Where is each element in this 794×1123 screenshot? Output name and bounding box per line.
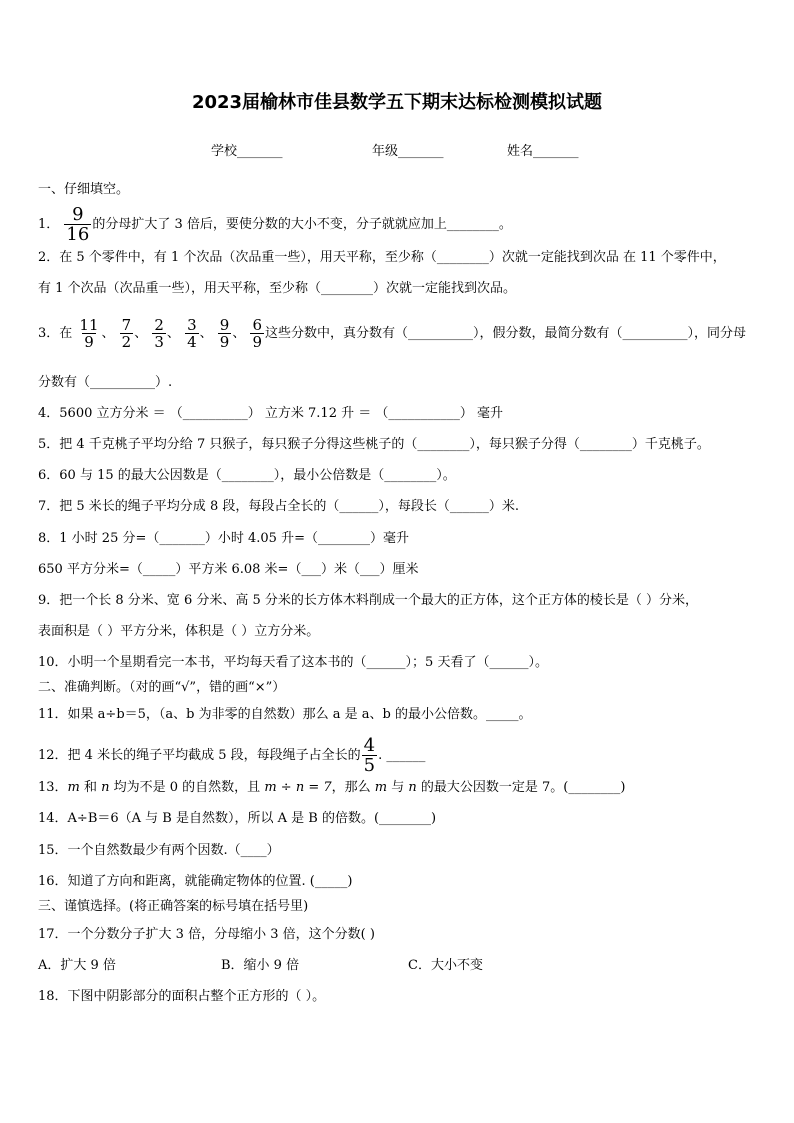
numerator: 9 bbox=[72, 204, 84, 225]
question-17: 17．一个分数分子扩大 3 倍，分母缩小 3 倍，这个分数( ) bbox=[38, 927, 375, 942]
separator: 、 bbox=[101, 326, 115, 341]
question-text: 12．把 4 米长的绳子平均截成 5 段，每段绳子占全长的 bbox=[38, 748, 361, 763]
page-title: 2023届榆林市佳县数学五下期末达标检测模拟试题 bbox=[191, 92, 603, 113]
denominator: 9 bbox=[84, 333, 94, 351]
option-b: B．缩小 9 倍 bbox=[221, 958, 300, 973]
fraction bbox=[120, 317, 134, 350]
question-18: 18．下图中阴影部分的面积占整个正方形的（ ）。 bbox=[38, 989, 326, 1004]
section-1-heading: 一、仔细填空。 bbox=[38, 182, 130, 197]
separator: 、 bbox=[166, 326, 180, 341]
variable-n: n bbox=[408, 780, 417, 795]
question-3-line-2: 分数有（__________）. bbox=[38, 375, 173, 390]
denominator: 3 bbox=[154, 333, 164, 351]
fraction bbox=[152, 317, 166, 350]
separator: 、 bbox=[232, 326, 246, 341]
school-field: 学校_______ bbox=[211, 144, 283, 159]
question-16: 16．知道了方向和距离，就能确定物体的位置. (_____) bbox=[38, 874, 353, 889]
question-text: 的分母扩大了 3 倍后，要使分数的大小不变，分子就就应加上________。 bbox=[92, 217, 512, 232]
text: 的最大公因数一定是 7。(________) bbox=[416, 780, 626, 795]
question-8-line-2: 650 平方分米=（_____）平方米 6.08 米=（___）米（___）厘米 bbox=[38, 562, 419, 577]
numerator: 3 bbox=[187, 316, 197, 334]
question-15: 15．一个自然数最少有两个因数.（____） bbox=[38, 843, 280, 858]
question-2-line-2: 有 1 个次品（次品重一些），用天平称，至少称（________）次就一定能找到次品。 bbox=[38, 281, 517, 296]
numerator: 11 bbox=[79, 316, 99, 334]
question-number: 1． bbox=[38, 217, 60, 232]
equation: m ÷ n = 7 bbox=[264, 780, 332, 795]
question-10: 10．小明一个星期看完一本书，平均每天看了这本书的（______）；5 天看了（______）。 bbox=[38, 655, 548, 670]
grade-field: 年级_______ bbox=[372, 144, 444, 159]
variable-m: m bbox=[374, 780, 388, 795]
numerator: 4 bbox=[363, 735, 376, 756]
numerator: 7 bbox=[121, 316, 132, 334]
text: 均为不是 0 的自然数，且 bbox=[109, 780, 265, 795]
question-7: 7．把 5 米长的绳子平均分成 8 段，每段占全长的（______），每段长（______）米. bbox=[38, 499, 519, 514]
question-4: 4．5600 立方分米 ＝ （__________） 立方米 7.12 升 ＝ （___________） 毫升 bbox=[38, 406, 503, 421]
name-field: 姓名_______ bbox=[507, 144, 579, 159]
denominator: 9 bbox=[252, 333, 263, 351]
question-13 bbox=[38, 779, 625, 797]
numerator: 6 bbox=[252, 316, 263, 334]
denominator: 5 bbox=[363, 755, 376, 776]
question-3 bbox=[38, 317, 746, 350]
separator: 、 bbox=[134, 326, 148, 341]
section-3-heading: 三、谨慎选择。(将正确答案的标号填在括号里) bbox=[38, 899, 309, 914]
question-number: 3．在 bbox=[38, 326, 73, 341]
denominator: 16 bbox=[66, 224, 90, 245]
fraction bbox=[250, 317, 264, 350]
option-a: A．扩大 9 倍 bbox=[38, 958, 116, 973]
question-1 bbox=[38, 205, 512, 244]
question-11: 11．如果 a÷b＝5，（a、b 为非零的自然数）那么 a 是 a、b 的最小公倍数。_____。 bbox=[38, 707, 532, 722]
question-9-line-2: 表面积是（ ）平方分米，体积是（ ）立方分米。 bbox=[38, 624, 320, 639]
question-6: 6．60 与 15 的最大公因数是（________），最小公倍数是（________）。 bbox=[38, 468, 456, 483]
section-2-heading: 二、准确判断。（对的画“√”，错的画“×”） bbox=[38, 680, 286, 695]
question-9-line-1: 9．把一个长 8 分米、宽 6 分米、高 5 分米的长方体木料削成一个最大的正方体，这个正方体的棱长是（ ）分米， bbox=[38, 593, 699, 608]
numerator: 2 bbox=[154, 316, 164, 334]
question-2-line-1: 2．在 5 个零件中，有 1 个次品（次品重一些），用天平称，至少称（________）次就一定能找到次品 在 11 个零件中， bbox=[38, 250, 726, 265]
variable-m: m bbox=[67, 780, 80, 795]
question-8-line-1: 8．1 小时 25 分=（_______）小时 4.05 升=（________）毫升 bbox=[38, 531, 409, 546]
separator: 、 bbox=[199, 326, 213, 341]
denominator: 9 bbox=[219, 333, 230, 351]
variable-n: n bbox=[101, 780, 110, 795]
text: 和 bbox=[79, 780, 102, 795]
fraction bbox=[64, 205, 91, 244]
fraction bbox=[77, 317, 100, 350]
question-number: 13． bbox=[38, 780, 68, 795]
question-12 bbox=[38, 736, 425, 775]
fraction bbox=[362, 736, 377, 775]
numerator: 9 bbox=[219, 316, 230, 334]
fraction bbox=[185, 317, 199, 350]
text: ，那么 bbox=[331, 780, 375, 795]
text: 与 bbox=[387, 780, 409, 795]
denominator: 4 bbox=[187, 333, 197, 351]
answer-blank: . ______ bbox=[378, 748, 426, 763]
option-c: C．大小不变 bbox=[408, 958, 483, 973]
denominator: 2 bbox=[121, 333, 132, 351]
fraction bbox=[218, 317, 232, 350]
question-text: 这些分数中，真分数有（__________），假分数，最简分数有（__________），同分母 bbox=[265, 326, 747, 341]
question-5: 5．把 4 千克桃子平均分给 7 只猴子，每只猴子分得这些桃子的（________），每只猴子分得（________）千克桃子。 bbox=[38, 437, 710, 452]
question-14: 14．A÷B＝6（A 与 B 是自然数），所以 A 是 B 的倍数。(________) bbox=[38, 811, 437, 826]
